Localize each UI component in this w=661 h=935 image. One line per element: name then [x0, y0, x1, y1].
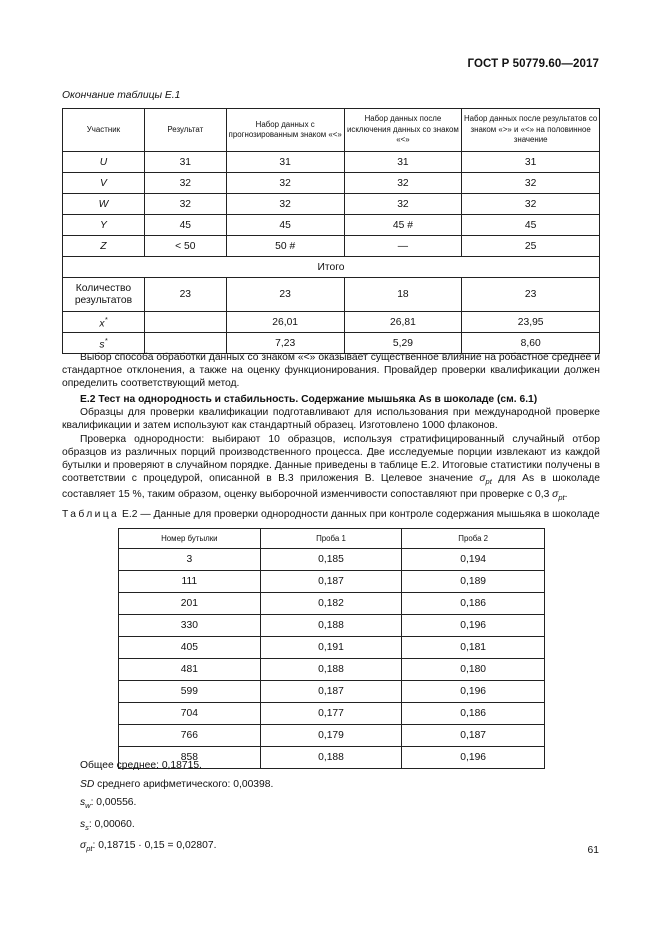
x-star-label: x*: [63, 312, 145, 333]
table-cell: 0,188: [260, 615, 402, 637]
table2-caption: Таблица Е.2 — Данные для проверки однородности данных при контроле содержания мышьяка в шоколаде: [62, 509, 600, 520]
table-cell: 45: [144, 215, 226, 236]
table-cell: 23: [144, 278, 226, 312]
bottle-cell: 3: [119, 549, 261, 571]
table-cell: 0,185: [260, 549, 402, 571]
table2-header-cell: Проба 2: [402, 529, 545, 549]
table-cell: 5,29: [344, 333, 462, 354]
table-cell: —: [344, 236, 462, 257]
table-cell: 0,189: [402, 571, 545, 593]
table-cell: 7,23: [226, 333, 344, 354]
table-cell: 32: [344, 173, 462, 194]
table-cell: [144, 312, 226, 333]
bottle-cell: 704: [119, 703, 261, 725]
table-cell: 0,186: [402, 593, 545, 615]
table-cell: 45: [462, 215, 600, 236]
table-e2: [118, 528, 545, 769]
table-row: [119, 549, 545, 571]
table1-header-row: [63, 109, 600, 152]
table1-header-cell: Набор данных с прогнозированным знаком «<»: [226, 109, 344, 152]
section-e2: [62, 393, 600, 505]
table-cell: 25: [462, 236, 600, 257]
table2-header-cell: Номер бутылки: [119, 529, 261, 549]
table-row: [119, 571, 545, 593]
table-cell: 0,177: [260, 703, 402, 725]
participant-cell: V: [63, 173, 145, 194]
table-cell: 32: [226, 173, 344, 194]
table-cell: 32: [462, 194, 600, 215]
table-cell: 0,179: [260, 725, 402, 747]
table-row: [119, 703, 545, 725]
table-row: [119, 659, 545, 681]
table-cell: 0,191: [260, 637, 402, 659]
table-cell: 0,196: [402, 615, 545, 637]
stat-sw: $s_w$: 0,00556.: [80, 797, 137, 811]
table-cell: 26,01: [226, 312, 344, 333]
table-cell: 45 #: [344, 215, 462, 236]
table1-header-cell: Участник: [63, 109, 145, 152]
table-cell: 23: [226, 278, 344, 312]
table-row: [119, 637, 545, 659]
bottle-cell: 330: [119, 615, 261, 637]
table-cell: < 50: [144, 236, 226, 257]
table-cell: 0,188: [260, 747, 402, 769]
table-row: [63, 194, 600, 215]
table-row: [119, 615, 545, 637]
table2-header-row: [119, 529, 545, 549]
table-cell: 0,187: [402, 725, 545, 747]
table-cell: 0,180: [402, 659, 545, 681]
table-cell: 0,186: [402, 703, 545, 725]
table-row: [63, 152, 600, 173]
bottle-cell: 405: [119, 637, 261, 659]
participant-cell: Y: [63, 215, 145, 236]
table-cell: 0,187: [260, 571, 402, 593]
table-cell: 31: [462, 152, 600, 173]
bottle-cell: 111: [119, 571, 261, 593]
table-cell: 32: [144, 173, 226, 194]
table-cell: 32: [344, 194, 462, 215]
bottle-cell: 481: [119, 659, 261, 681]
table-cell: 0,181: [402, 637, 545, 659]
table-row: [119, 593, 545, 615]
total-label: Итого: [63, 257, 600, 278]
standard-header: ГОСТ Р 50779.60—2017: [467, 58, 599, 70]
table-cell: 32: [462, 173, 600, 194]
s-star-label: s*: [63, 333, 145, 354]
participant-cell: W: [63, 194, 145, 215]
table2-header-cell: Проба 1: [260, 529, 402, 549]
table1-header-cell: Набор данных после исключения данных со знаком «<»: [344, 109, 462, 152]
stat-sigma-pt: $\sigma_{pt}$: 0,18715 · 0,15 = 0,02807.: [80, 840, 217, 854]
table-cell: 31: [344, 152, 462, 173]
table-cell: 26,81: [344, 312, 462, 333]
table-cell: 0,187: [260, 681, 402, 703]
bottle-cell: 201: [119, 593, 261, 615]
x-star-row: [63, 312, 600, 333]
table1-caption: Окончание таблицы Е.1: [62, 90, 181, 101]
paragraph-samples: Образцы для проверки квалификации подготавливают для использования при международной проверке квалификации и затем используют как стандартный образец. Изготовлено 1000 флаконов.: [62, 407, 600, 432]
table1-header-cell: Набор данных после результатов со знаком «>» и «<» на половинное значение: [462, 109, 600, 152]
table-cell: 0,194: [402, 549, 545, 571]
table-e1: [62, 108, 600, 354]
table-cell: 45: [226, 215, 344, 236]
page-number: 61: [587, 845, 599, 856]
bottle-cell: 766: [119, 725, 261, 747]
count-row: [63, 278, 600, 312]
stat-sd: SD среднего арифметического: 0,00398.: [80, 778, 274, 790]
table-cell: 0,196: [402, 681, 545, 703]
table-cell: 18: [344, 278, 462, 312]
section-title: Е.2 Тест на однородность и стабильность. Содержание мышьяка As в шоколаде (см. 6.1): [80, 394, 538, 405]
table-cell: 0,196: [402, 747, 545, 769]
table-row: [63, 215, 600, 236]
table-row: [119, 681, 545, 703]
table-cell: 31: [226, 152, 344, 173]
count-label: Количество результатов: [63, 278, 145, 312]
bottle-cell: 599: [119, 681, 261, 703]
table-cell: 23,95: [462, 312, 600, 333]
table-row: [119, 725, 545, 747]
stat-mean: Общее среднее: 0,18715.: [80, 760, 202, 771]
table-cell: 0,188: [260, 659, 402, 681]
table-cell: 0,182: [260, 593, 402, 615]
table-row: [63, 173, 600, 194]
table-cell: 32: [144, 194, 226, 215]
table-cell: 8,60: [462, 333, 600, 354]
paragraph-homogeneity: Проверка однородности: выбирают 10 образцов, используя стратифицированный случайный отбор образцов из различных порций производственного процесса. Две исследуемые порции извлекают из каждой бутылки и проверяют в случайном порядке. Данные приведены в таблице Е.2. Итоговые статистики получены в соответствии с процедурой, описанной в В.3 приложения В. Целевое значение $\sigma_{pt}$ для As в шоколаде составляет 15 %, таким образом, оценку выборочной изменчивости сопоставляют при проверке с 0,3 $\sigma_{pt}$.: [62, 433, 600, 503]
table-cell: 23: [462, 278, 600, 312]
table-cell: 32: [226, 194, 344, 215]
table-cell: 50 #: [226, 236, 344, 257]
table1-header-cell: Результат: [144, 109, 226, 152]
summary-statistics: [80, 757, 273, 859]
participant-cell: Z: [63, 236, 145, 257]
bottle-cell: 858: [119, 747, 261, 769]
paragraph-method-choice: Выбор способа обработки данных со знаком «<» оказывает существенное влияние на робастное среднее и стандартное отклонения, а также на оценку функционирования. Провайдер проверки квалификации должен определить соответствующий метод.: [62, 352, 600, 390]
stat-ss: $s_s$: 0,00060.: [80, 818, 135, 832]
total-row: [63, 257, 600, 278]
participant-cell: U: [63, 152, 145, 173]
table-cell: 31: [144, 152, 226, 173]
table-row: [63, 236, 600, 257]
